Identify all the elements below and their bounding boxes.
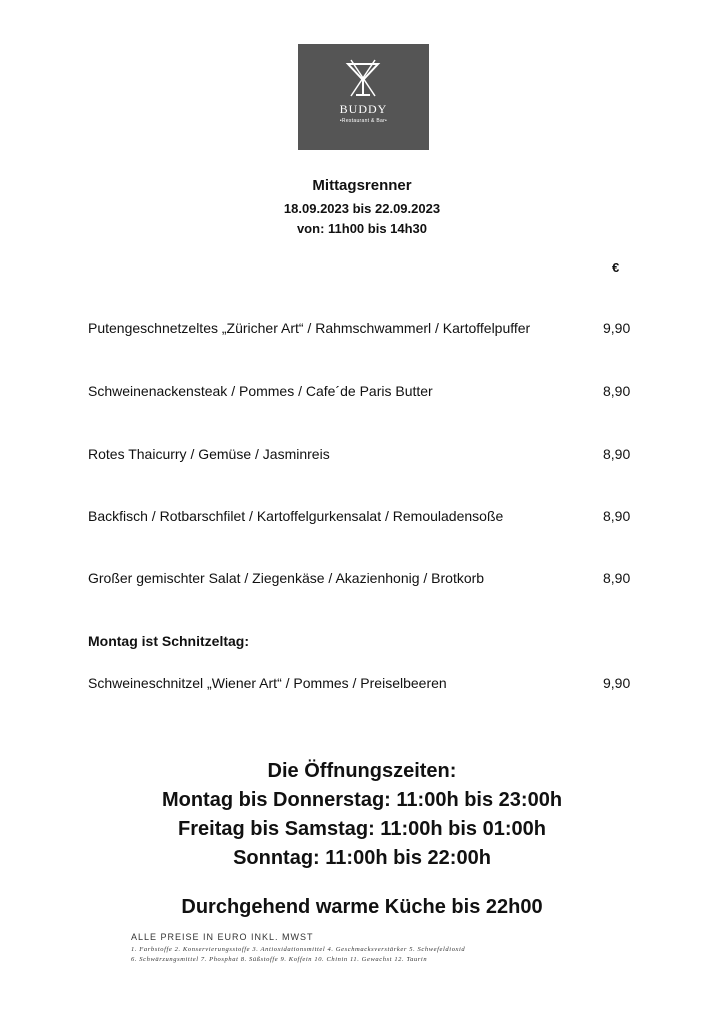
menu-item-name: Schweinenackensteak / Pommes / Cafe´de Paris Butter <box>88 383 433 399</box>
menu-dates: 18.09.2023 bis 22.09.2023 <box>283 201 441 216</box>
schnitzel-heading: Montag ist Schnitzeltag: <box>88 633 249 649</box>
menu-item-price: 8,90 <box>603 383 631 399</box>
kitchen-hours: Durchgehend warme Küche bis 22h00 <box>181 896 543 918</box>
menu-title: Mittagsrenner <box>312 177 412 194</box>
logo-subtitle: •Restaurant & Bar• <box>339 118 388 124</box>
additives-note: 6. Schwärzungsmittel 7. Phosphat 8. Süßstoffe 9. Koffein 10. Chinin 11. Gewachst 12. Taurin <box>131 956 428 963</box>
menu-item-name: Rotes Thaicurry / Gemüse / Jasminreis <box>88 446 330 462</box>
menu-time: von: 11h00 bis 14h30 <box>296 221 428 236</box>
menu-item-name: Schweineschnitzel „Wiener Art“ / Pommes / Preiselbeeren <box>88 675 447 691</box>
opening-hours-line: Freitag bis Samstag: 11:00h bis 01:00h <box>178 818 546 840</box>
restaurant-logo <box>298 44 429 150</box>
currency-symbol: € <box>612 260 620 275</box>
opening-hours-title: Die Öffnungszeiten: <box>267 760 457 782</box>
menu-item-name: Großer gemischter Salat / Ziegenkäse / Akazienhonig / Brotkorb <box>88 570 485 586</box>
menu-item-price: 8,90 <box>603 570 631 586</box>
opening-hours-line: Montag bis Donnerstag: 11:00h bis 23:00h <box>161 789 563 811</box>
menu-item-price: 9,90 <box>603 675 631 691</box>
price-note: ALLE PREISE IN EURO INKL. MWST <box>131 932 314 942</box>
opening-hours-line: Sonntag: 11:00h bis 22:00h <box>233 847 491 869</box>
menu-item-price: 8,90 <box>603 508 631 524</box>
logo-name: BUDDY <box>339 102 388 116</box>
menu-item-name: Putengeschnetzeltes „Züricher Art“ / Rahmschwammerl / Kartoffelpuffer <box>88 320 531 336</box>
additives-note: 1. Farbstoffe 2. Konservierungsstoffe 3. Antioxidationsmittel 4. Geschmacksverstärker 5. Schwefeldioxid <box>131 946 466 953</box>
cocktail-cutlery-icon <box>342 58 384 100</box>
menu-item-price: 8,90 <box>603 446 631 462</box>
menu-item-name: Backfisch / Rotbarschfilet / Kartoffelgurkensalat / Remouladensoße <box>88 508 504 524</box>
menu-item-price: 9,90 <box>603 320 631 336</box>
